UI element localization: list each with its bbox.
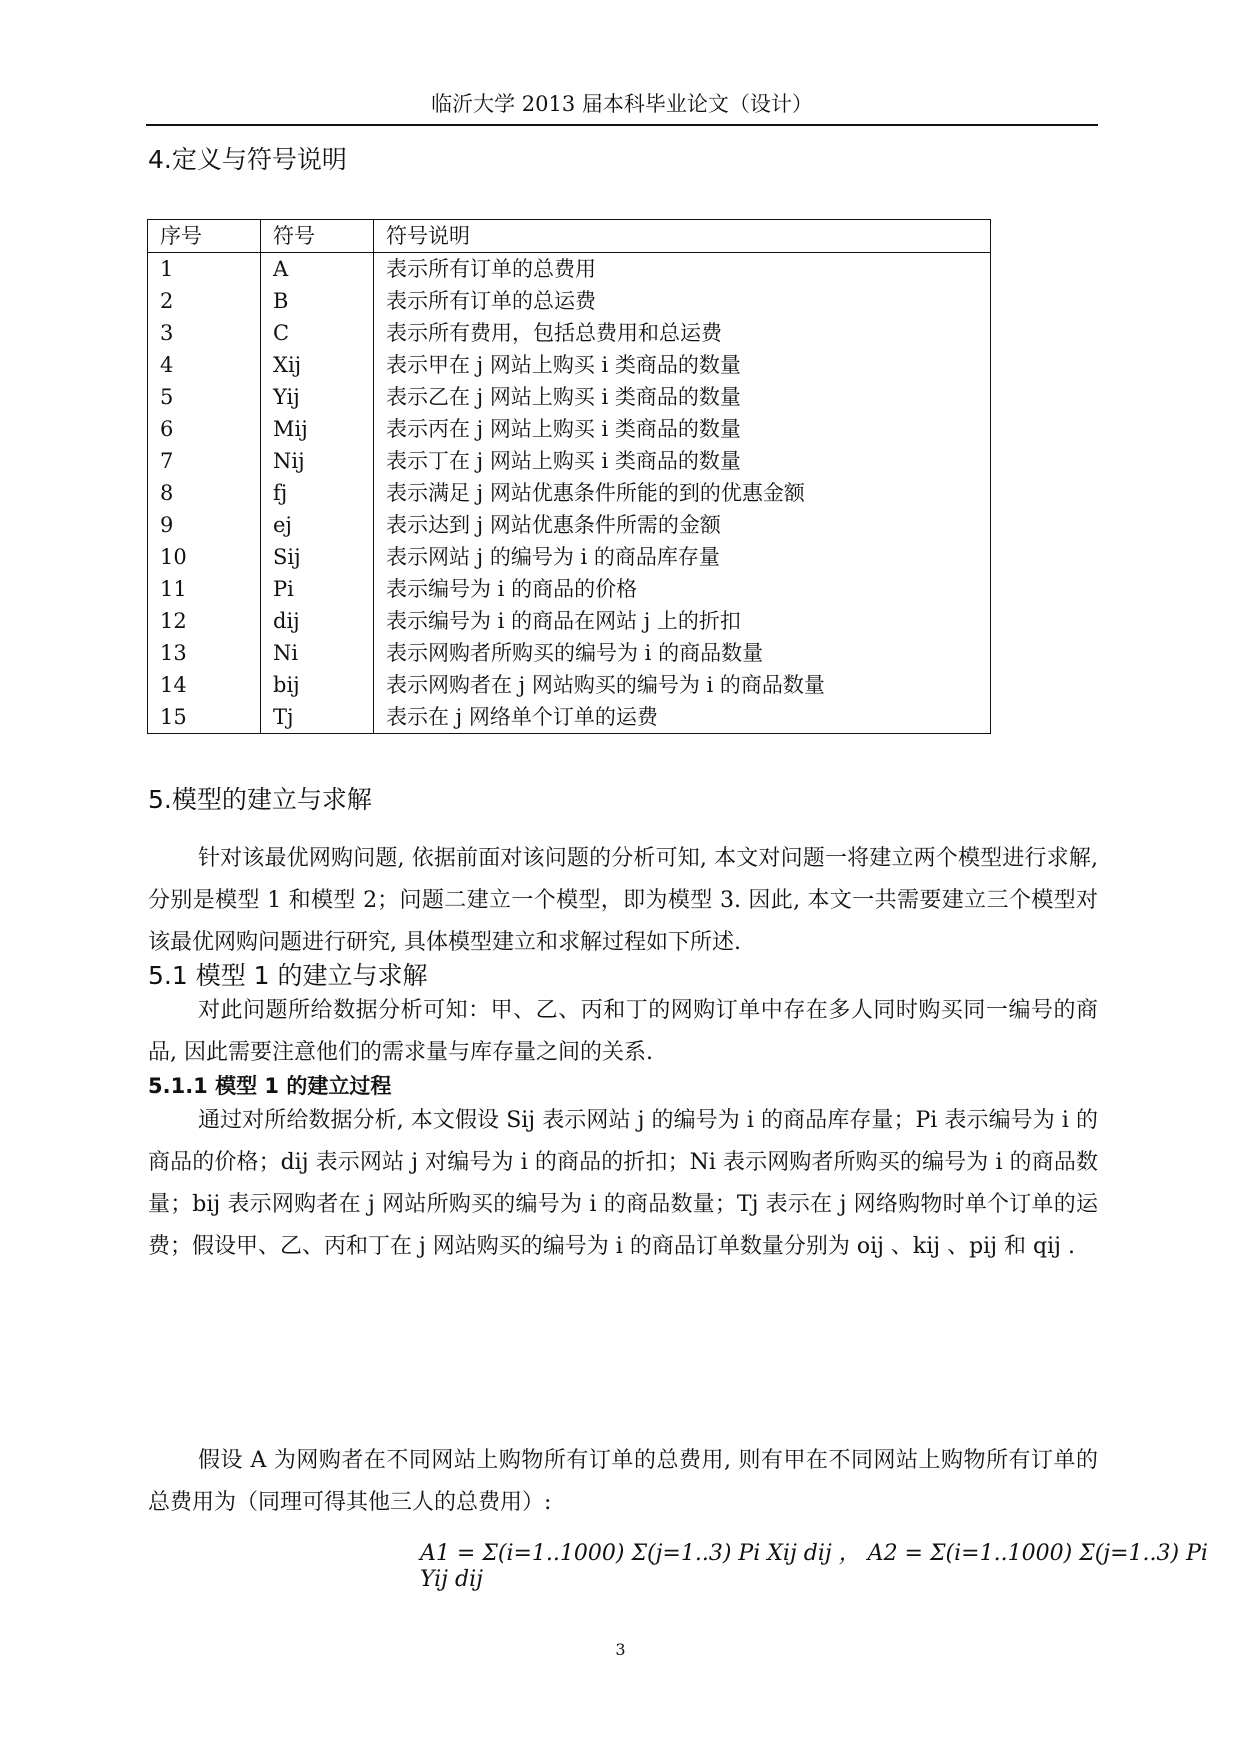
row-index: 6 (148, 413, 261, 445)
table-row (148, 605, 991, 637)
row-description: 表示编号为 i 的商品的价格 (374, 573, 991, 605)
subsection-5-1-1-heading: 5.1.1 模型 1 的建立过程 (148, 1074, 392, 1098)
row-description: 表示甲在 j 网站上购买 i 类商品的数量 (374, 349, 991, 381)
row-description: 表示达到 j 网站优惠条件所需的金额 (374, 509, 991, 541)
subsection-5-1-1-text: 通过对所给数据分析, 本文假设 Sij 表示网站 j 的编号为 i 的商品库存量；Pi 表示编号为 i 的商品的价格；dij 表示网站 j 对编号为 i 的商品的折扣；Ni 表示网购者所购买的编号为 i 的商品数量；bij 表示网购者在 j 网站所购买的编号为 i 的商品数量；Tj 表示在 j 网络购物时单个订单的运费；假设甲、乙、丙和丁在 j 网站购买的编号为 i 的商品订单数量分别为 oij 、kij 、pij 和 qij . (148, 1108, 1098, 1259)
row-symbol: fj (261, 477, 374, 509)
page-number: 3 (615, 1640, 626, 1659)
row-description: 表示所有订单的总运费 (374, 285, 991, 317)
row-index: 13 (148, 637, 261, 669)
table-row (148, 701, 991, 734)
row-description: 表示网购者所购买的编号为 i 的商品数量 (374, 637, 991, 669)
row-index: 8 (148, 477, 261, 509)
row-index: 11 (148, 573, 261, 605)
table-row (148, 573, 991, 605)
row-index: 5 (148, 381, 261, 413)
row-index: 4 (148, 349, 261, 381)
row-symbol: B (261, 285, 374, 317)
row-symbol: dij (261, 605, 374, 637)
header-symbol: 符号 (261, 220, 374, 253)
row-index: 3 (148, 317, 261, 349)
row-symbol: A (261, 253, 374, 286)
table-row (148, 445, 991, 477)
row-description: 表示丁在 j 网站上购买 i 类商品的数量 (374, 445, 991, 477)
table-row (148, 253, 991, 286)
row-index: 10 (148, 541, 261, 573)
row-symbol: Xij (261, 349, 374, 381)
row-description: 表示所有费用，包括总费用和总运费 (374, 317, 991, 349)
page-header: 临沂大学 2013 届本科毕业论文（设计） (146, 88, 1098, 126)
table-row (148, 509, 991, 541)
subsection-5-1-1-text-2: 假设 A 为网购者在不同网站上购物所有订单的总费用, 则有甲在不同网站上购物所有订单的总费用为（同理可得其他三人的总费用）: (148, 1448, 1098, 1515)
section-5-heading: 5.模型的建立与求解 (148, 785, 372, 814)
row-index: 15 (148, 701, 261, 734)
row-index: 2 (148, 285, 261, 317)
row-index: 12 (148, 605, 261, 637)
row-symbol: Tj (261, 701, 374, 734)
row-index: 14 (148, 669, 261, 701)
table-header-row (148, 220, 991, 253)
table-row (148, 349, 991, 381)
section-5-intro: 针对该最优网购问题, 依据前面对该问题的分析可知, 本文对问题一将建立两个模型进行求解, 分别是模型 1 和模型 2；问题二建立一个模型，即为模型 3. 因此, 本文一共需要建立三个模型对该最优网购问题进行研究, 具体模型建立和求解过程如下所述. (148, 846, 1099, 955)
table-body (148, 253, 991, 734)
header-description: 符号说明 (374, 220, 991, 253)
row-index: 9 (148, 509, 261, 541)
table-row (148, 637, 991, 669)
row-symbol: Mij (261, 413, 374, 445)
table-row (148, 285, 991, 317)
subsection-5-1-heading: 5.1 模型 1 的建立与求解 (148, 961, 428, 990)
row-symbol: Nij (261, 445, 374, 477)
header-index: 序号 (148, 220, 261, 253)
section-4-heading: 4.定义与符号说明 (148, 145, 347, 174)
symbol-table (147, 219, 991, 734)
row-description: 表示所有订单的总费用 (374, 253, 991, 286)
row-description: 表示网购者在 j 网站购买的编号为 i 的商品数量 (374, 669, 991, 701)
table-row (148, 477, 991, 509)
row-description: 表示乙在 j 网站上购买 i 类商品的数量 (374, 381, 991, 413)
row-symbol: C (261, 317, 374, 349)
subsection-5-1-text: 对此问题所给数据分析可知：甲、乙、丙和丁的网购订单中存在多人同时购买同一编号的商品, 因此需要注意他们的需求量与库存量之间的关系. (148, 998, 1098, 1065)
row-symbol: bij (261, 669, 374, 701)
row-symbol: Pi (261, 573, 374, 605)
table-row (148, 669, 991, 701)
row-index: 1 (148, 253, 261, 286)
row-description: 表示编号为 i 的商品在网站 j 上的折扣 (374, 605, 991, 637)
row-description: 表示满足 j 网站优惠条件所能的到的优惠金额 (374, 477, 991, 509)
row-symbol: Ni (261, 637, 374, 669)
formula-total-cost: A1 = Σ(i=1..1000) Σ(j=1..3) Pi Xij dij ， A2 = Σ(i=1..1000) Σ(j=1..3) Pi Yij dij (420, 1541, 1208, 1592)
row-description: 表示网站 j 的编号为 i 的商品库存量 (374, 541, 991, 573)
row-symbol: Yij (261, 381, 374, 413)
row-description: 表示丙在 j 网站上购买 i 类商品的数量 (374, 413, 991, 445)
table-row (148, 541, 991, 573)
row-description: 表示在 j 网络单个订单的运费 (374, 701, 991, 734)
table-row (148, 413, 991, 445)
table-row (148, 381, 991, 413)
row-symbol: Sij (261, 541, 374, 573)
row-symbol: ej (261, 509, 374, 541)
table-row (148, 317, 991, 349)
row-index: 7 (148, 445, 261, 477)
